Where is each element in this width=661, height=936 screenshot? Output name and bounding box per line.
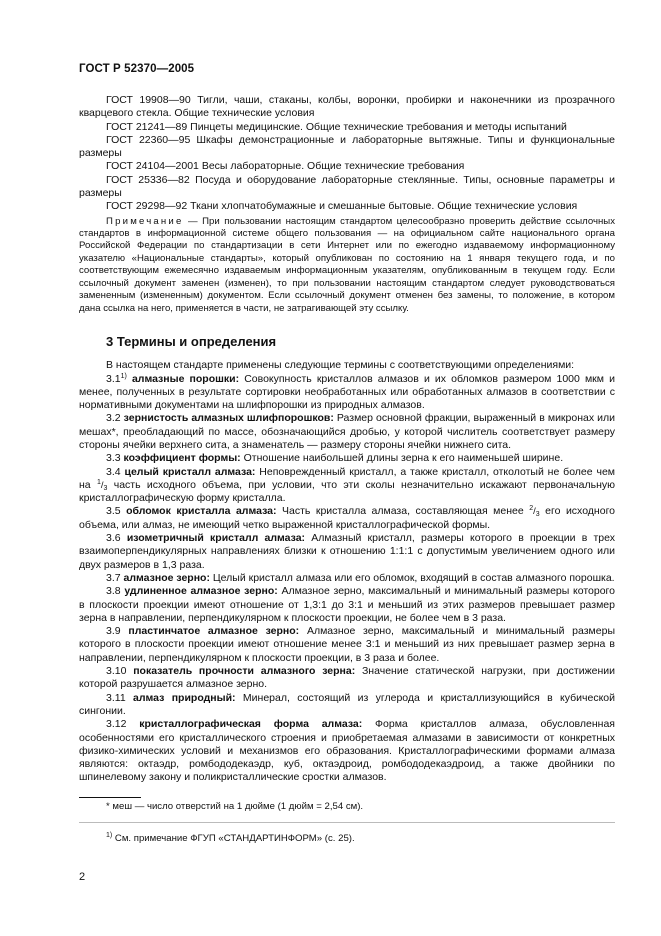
term-entry xyxy=(79,585,615,625)
page-header: ГОСТ Р 52370—2005 xyxy=(79,63,195,75)
note-label: Примечание xyxy=(106,215,184,227)
term-entry xyxy=(79,452,615,465)
reference-text: Тигли, чаши, стаканы, колбы, воронки, пробирки и наконечники из прозрачного кварцевого стекла. Общие технические условия xyxy=(79,94,615,120)
term-entry xyxy=(79,505,615,532)
term-definition: Неповрежденный кристалл, а также кристалл, отколотый не более чем на xyxy=(79,465,616,491)
term-name: зернистость алмазных шлифпорошков: xyxy=(123,412,334,425)
reference-text: Шкафы демонстрационные и лабораторные вытяжные. Типы и функциональные размеры xyxy=(79,133,616,160)
reference-text: Ткани хлопчатобумажные и смешанные бытовые. Общие технические условия xyxy=(190,200,578,213)
term-definition: Форма кристаллов алмаза, обусловленная особенностями его кристаллического строения и приобретаемая алмазами в зависимости от конкретных физико-химических условий и механизмов его образования. Кристаллографическими формами алмаза являются: октаэдр, ромбододекаэдр, куб, октаэдроид, ромбододекаэдроид, а также двойники по шпинелевому закону и поликристаллические сростки алмазов. xyxy=(79,718,615,784)
term-entry xyxy=(79,572,615,585)
term-entry xyxy=(79,665,615,692)
term-definition-cont: , преобладающий по массе, обозначающийся дробью, у которой числитель соответствует размеру стороны ячейки верхнего сита, а знаменатель — размеру стороны ячейки нижнего сита. xyxy=(79,425,615,451)
reference-item xyxy=(79,121,615,134)
reference-item xyxy=(79,160,615,173)
footnote-divider xyxy=(79,797,141,798)
reference-text: Посуда и оборудование лабораторные стеклянные. Типы, основные параметры и размеры xyxy=(79,173,615,200)
term-definition: Алмазное зерно, максимальный и минимальный размеры которого в плоскости проекции имеют отношение менее 3:1 и меньший из них превышает размер зерна в направлении, перпендикулярном к плоскости проекции, в 3 раза и более. xyxy=(79,625,616,664)
term-number: 3.6 xyxy=(106,532,121,545)
term-number: 3.5 xyxy=(106,505,121,518)
term-number: 3.10 xyxy=(106,665,127,678)
fraction-numerator: 1 xyxy=(96,478,101,486)
reference-item xyxy=(79,134,615,161)
reference-item xyxy=(79,94,615,121)
footnote-1-mark: 1) xyxy=(106,832,113,839)
term-definition: Совокупность кристаллов алмазов и их обломков размером 1000 мкм и менее, полученных в результате сортировки необработанных или обработанных алмазов в соответствии с нормативными документами на шлифпорошки из природных алмазов. xyxy=(79,372,615,412)
reference-code: ГОСТ 25336—82 xyxy=(106,173,190,186)
term-entry xyxy=(79,466,615,506)
reference-item xyxy=(79,174,615,201)
footnote-mark: 1) xyxy=(120,372,127,380)
term-entry xyxy=(79,412,615,452)
term-entry xyxy=(79,625,615,665)
term-entry xyxy=(79,718,615,784)
term-definition: Значение статической нагрузки, при достижении которой разрушается алмазное зерно. xyxy=(79,665,615,691)
reference-item xyxy=(79,200,615,213)
term-name: удлиненное алмазное зерно: xyxy=(124,585,278,598)
fraction: $^2/_3$ xyxy=(529,505,540,519)
fraction-denominator: 3 xyxy=(535,511,540,519)
term-name: кристаллографическая форма алмаза: xyxy=(139,718,363,731)
term-entry xyxy=(79,532,615,572)
term-number: 3.1 xyxy=(106,372,121,385)
note-text: — При пользовании настоящим стандартом целесообразно проверить действие ссылочных стандартов в информационной системе общего пользования — на официальном сайте национального органа Российской Федерации по стандартизации в сети Интернет или по ежегодно издаваемому информационному указателю «Национальные стандарты», который опубликован по состоянию на 1 января текущего года, и по соответствующим ежемесячно издаваемым информационным указателям, опубликованным в текущем году. Если ссылочный документ заменен (изменен), то при пользовании настоящим стандартом следует руководствоваться замененным (измененным) документом. Если ссылочный документ отменен без замены, то положение, в котором дана ссылка на него, применяется в части, не затрагивающей эту ссылку. xyxy=(79,215,615,314)
term-definition: Минерал, состоящий из углерода и кристаллизующийся в кубической сингонии. xyxy=(79,691,615,717)
reference-code: ГОСТ 22360—95 xyxy=(106,133,191,146)
section-title: 3 Термины и определения xyxy=(106,333,277,349)
footnote-1 xyxy=(106,833,355,845)
term-definition: Часть кристалла алмаза, составляющая менее xyxy=(282,505,524,518)
reference-text: Пинцеты медицинские. Общие технические требования и методы испытаний xyxy=(190,120,567,133)
term-name: алмазные порошки: xyxy=(131,372,240,385)
term-definition: Размер основной фракции, выраженный в микронах или мешах xyxy=(79,412,615,438)
term-entry xyxy=(79,692,615,719)
term-definition: Алмазное зерно, максимальный и минимальный размеры которого в плоскости проекции имеют отношение от 1,3:1 до 3:1 и меньший из этих размеров превышает размер зерна в направлении, перпендикулярном к плоскости проекции, не более чем в 3 раза. xyxy=(79,585,615,624)
term-name: изометричный кристалл алмаза: xyxy=(126,532,306,545)
footnote-divider-secondary xyxy=(79,822,615,823)
term-definition: Алмазный кристалл, размеры которого в проекции в трех взаимоперпендикулярных направлениях близки к отношению 1:1:1 с допустимым увеличением одного или двух размеров в 1,3 раза. xyxy=(79,532,616,571)
term-number: 3.9 xyxy=(106,625,121,638)
footnote-star: * xyxy=(111,425,116,438)
reference-note xyxy=(79,216,615,315)
term-name: алмазное зерно: xyxy=(123,571,210,584)
term-definition: Целый кристалл алмаза или его обломок, входящий в состав алмазного порошка. xyxy=(212,571,615,584)
reference-code: ГОСТ 19908—90 xyxy=(106,94,191,106)
section-intro: В настоящем стандарте применены следующие термины с соответствующими определениями: xyxy=(106,359,575,372)
term-name: коэффициент формы: xyxy=(123,452,241,465)
term-definition-cont: его исходного объема, или алмаз, не имеющий четко выраженной кристаллографической формы. xyxy=(79,505,616,531)
fraction-denominator: 3 xyxy=(103,484,108,492)
reference-code: ГОСТ 24104—2001 xyxy=(106,160,199,173)
term-number: 3.4 xyxy=(106,465,121,478)
term-name: пластинчатое алмазное зерно: xyxy=(128,625,300,638)
term-name: целый кристалл алмаза: xyxy=(124,465,256,478)
fraction: $^1/_3$ xyxy=(96,478,108,492)
term-name: обломок кристалла алмаза: xyxy=(126,505,277,518)
fraction-numerator: 2 xyxy=(529,505,534,513)
term-entry xyxy=(79,373,615,413)
footnote-1-text: См. примечание ФГУП «СТАНДАРТИНФОРМ» (с. 25). xyxy=(114,833,355,844)
term-number: 3.2 xyxy=(106,412,121,425)
term-number: 3.7 xyxy=(106,571,121,584)
page-number: 2 xyxy=(79,871,86,883)
term-number: 3.3 xyxy=(106,452,121,465)
term-name: алмаз природный: xyxy=(133,691,236,704)
reference-code: ГОСТ 21241—89 xyxy=(106,120,188,133)
term-number: 3.8 xyxy=(106,585,121,598)
term-number: 3.11 xyxy=(106,691,126,704)
reference-text: Весы лабораторные. Общие технические требования xyxy=(201,160,465,173)
term-name: показатель прочности алмазного зерна: xyxy=(133,665,356,678)
term-definition-cont: часть исходного объема, при условии, что эти сколы незначительно искажают первоначальную кристаллографическую форму кристалла. xyxy=(79,478,616,505)
page-body xyxy=(79,94,615,785)
reference-code: ГОСТ 29298—92 xyxy=(106,200,188,213)
footnote-star-text: * меш — число отверстий на 1 дюйме (1 дюйм = 2,54 см). xyxy=(106,801,364,812)
term-number: 3.12 xyxy=(106,718,127,731)
term-definition: Отношение наибольшей длины зерна к его наименьшей ширине. xyxy=(243,452,564,465)
